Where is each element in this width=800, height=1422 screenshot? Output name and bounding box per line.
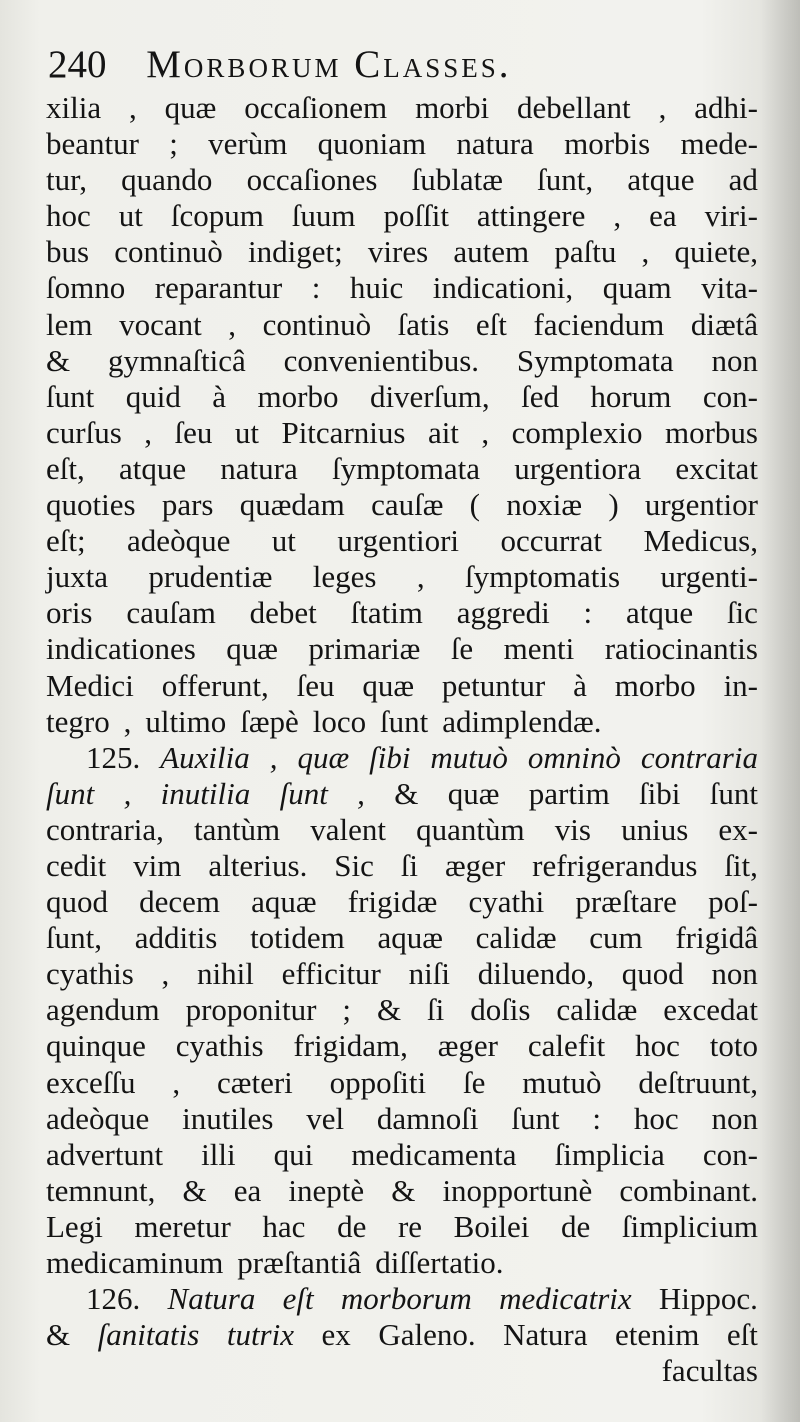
word: Boilei	[453, 1208, 530, 1244]
word: ,	[161, 956, 170, 992]
word: indiget;	[247, 234, 343, 270]
word: alterius.	[208, 847, 308, 883]
word: advertunt	[46, 1136, 164, 1172]
word: morbi	[415, 90, 490, 125]
word: morborum	[340, 1281, 472, 1317]
word: in-	[723, 667, 758, 703]
text-line	[46, 90, 758, 126]
word: loco	[312, 703, 367, 739]
word: quædam	[239, 487, 345, 523]
word: qui	[273, 1136, 314, 1172]
word: ſunt	[380, 703, 429, 739]
word: huic	[349, 270, 404, 306]
text-line	[46, 1173, 758, 1209]
word: urgenti-	[660, 559, 758, 595]
word: re	[397, 1208, 423, 1244]
word: natura	[456, 126, 534, 162]
word: aggredi	[456, 595, 550, 631]
word: vires	[367, 234, 429, 270]
word: urgentior	[644, 487, 758, 523]
word: ,	[123, 703, 132, 739]
word: ſic	[726, 595, 758, 631]
word: excedat	[663, 992, 758, 1028]
word: eſt	[282, 1281, 314, 1317]
word: paſtu	[554, 234, 617, 270]
word: præſtare	[575, 884, 677, 920]
word: Natura	[503, 1317, 588, 1353]
word: unius	[621, 811, 689, 847]
word: ,	[129, 90, 137, 125]
word: ſimplicium	[621, 1208, 758, 1244]
word: adimplendæ.	[442, 703, 602, 739]
word: quoniam	[317, 126, 427, 162]
word: additis	[134, 920, 218, 956]
word: inopportunè	[442, 1172, 593, 1208]
word: de	[561, 1208, 591, 1244]
word: ex	[321, 1317, 351, 1353]
word: ſunt,	[537, 162, 594, 198]
word: excitat	[675, 450, 758, 486]
word: noxiæ	[506, 487, 583, 523]
word: ſcopum	[170, 198, 264, 234]
word: &	[376, 992, 402, 1028]
word: offerunt,	[161, 667, 269, 703]
word: ,	[172, 1064, 181, 1100]
word: leges	[312, 559, 377, 595]
word: totidem	[250, 920, 345, 956]
word: Pitcarnius	[281, 414, 406, 450]
word: con-	[702, 1136, 758, 1172]
word: Natura	[167, 1281, 256, 1317]
word: vim	[133, 847, 182, 883]
text-line	[46, 487, 758, 523]
text-line	[46, 956, 758, 992]
word: quantùm	[416, 811, 525, 847]
text-line	[46, 270, 758, 306]
word: tur,	[46, 162, 87, 198]
word: reparantur	[154, 270, 283, 306]
word: partim	[528, 775, 610, 811]
text-line	[46, 559, 758, 595]
text-line	[46, 776, 758, 812]
word: gymnaſticâ	[107, 342, 246, 378]
word: ſe	[450, 631, 474, 667]
word: à	[212, 378, 227, 414]
word: Galeno.	[378, 1317, 476, 1353]
word: adeòque	[46, 1100, 150, 1136]
word: atque	[625, 595, 694, 631]
word: diſſertatio.	[375, 1245, 504, 1280]
text-line	[46, 307, 758, 343]
text-line	[46, 812, 758, 848]
word: frigidam,	[293, 1028, 408, 1064]
word: occurrat	[500, 523, 602, 559]
word: natura	[220, 450, 298, 486]
word: ,	[123, 775, 132, 811]
word: deſtruunt,	[638, 1064, 758, 1100]
word: ,	[613, 198, 622, 234]
text-line	[46, 1281, 758, 1317]
word: ,	[144, 414, 152, 450]
word: hoc	[46, 198, 91, 234]
word: contraria,	[46, 811, 164, 847]
word: diverſum,	[369, 378, 490, 414]
word: refrigerandus	[532, 847, 698, 883]
word: aquæ	[377, 920, 443, 956]
word: illi	[201, 1136, 236, 1172]
word: curſus	[46, 414, 122, 450]
word: ſublatæ	[411, 162, 503, 198]
word: poſ-	[708, 884, 758, 920]
word: ſit,	[724, 847, 758, 883]
word: cedit	[46, 847, 107, 883]
word: morbus	[665, 414, 758, 450]
word: aquæ	[251, 884, 317, 920]
word: ſibi	[369, 739, 411, 775]
word: ſatis	[397, 306, 450, 342]
text-line	[46, 668, 758, 704]
word: debet	[249, 595, 317, 631]
word: ſunt	[279, 775, 328, 811]
word: ea	[233, 1172, 262, 1208]
text-line	[46, 1065, 758, 1101]
word: lem	[46, 306, 93, 342]
text-line	[46, 234, 758, 270]
word: oppoſiti	[329, 1064, 427, 1100]
word: vel	[306, 1100, 345, 1136]
word: morbo	[257, 378, 339, 414]
running-header	[48, 40, 748, 90]
word: combinant.	[619, 1172, 758, 1208]
word: (	[469, 487, 480, 523]
text-line	[46, 1317, 758, 1353]
word: atque	[118, 450, 187, 486]
word: cyathis	[175, 1028, 264, 1064]
word: calidæ	[475, 920, 557, 956]
word: calefit	[527, 1028, 606, 1064]
word: proponitur	[185, 992, 317, 1028]
word: vocant	[119, 306, 202, 342]
word: doſis	[470, 992, 531, 1028]
word: ſed	[521, 378, 559, 414]
word: &	[182, 1172, 207, 1208]
word: vis	[554, 811, 591, 847]
word: ineptè	[288, 1172, 365, 1208]
word: ratiocinantis	[604, 631, 758, 667]
word: exceſſu	[46, 1064, 136, 1100]
word: quinque	[46, 1028, 146, 1064]
word: ,	[658, 90, 667, 125]
word: :	[583, 595, 593, 631]
word: hoc	[635, 1028, 680, 1064]
word: Medici	[46, 667, 134, 703]
word: urgentiora	[514, 450, 642, 486]
word: 126.	[86, 1281, 141, 1317]
text-line	[46, 992, 758, 1028]
word: quam	[602, 270, 672, 306]
word: æger	[437, 1028, 498, 1064]
word: viri-	[704, 198, 758, 234]
word: continuò	[114, 234, 223, 270]
text-line	[46, 740, 758, 776]
word: &	[394, 775, 419, 811]
word: :	[592, 1100, 602, 1136]
word: ſunt	[511, 1100, 560, 1136]
text-line	[46, 1245, 758, 1281]
word: niſi	[408, 956, 450, 992]
word: cauſam	[126, 595, 216, 631]
word: :	[311, 270, 321, 306]
word: ad	[728, 162, 758, 198]
word: quando	[121, 162, 213, 198]
word: eſt	[475, 306, 507, 342]
word: ut	[271, 523, 296, 559]
word: ſymptomata	[331, 450, 481, 486]
word: ſi	[427, 992, 445, 1028]
word: omninò	[527, 739, 621, 775]
word: quæ	[447, 775, 500, 811]
word: ,	[228, 306, 237, 342]
word: ,	[357, 775, 365, 811]
word: quoties	[46, 487, 136, 523]
word: frigidæ	[347, 884, 438, 920]
word: non	[711, 956, 758, 992]
text-line	[46, 162, 758, 198]
word: tantùm	[194, 811, 281, 847]
word: quod	[621, 956, 684, 992]
word: decem	[139, 884, 221, 920]
word: vita-	[701, 270, 758, 306]
page-gutter-shadow	[760, 0, 800, 1422]
word: cum	[589, 920, 643, 956]
word: meretur	[134, 1208, 231, 1244]
word: tutrix	[226, 1317, 294, 1353]
word: juxta	[46, 559, 108, 595]
text-line	[46, 595, 758, 631]
word: convenientibus.	[283, 342, 480, 378]
word: cauſæ	[371, 487, 444, 523]
word: beantur	[46, 126, 139, 162]
word: temnunt,	[46, 1172, 156, 1208]
word: ;	[169, 126, 178, 162]
word: cyathis	[46, 956, 134, 992]
word: ſuum	[291, 198, 356, 234]
word: ſeu	[296, 667, 335, 703]
word: xilia	[46, 90, 102, 125]
text-line	[46, 126, 758, 162]
word: pars	[161, 487, 214, 523]
word: ſæpè	[240, 703, 299, 739]
word: tegro	[46, 703, 110, 739]
word: menti	[503, 631, 575, 667]
word: medicaminum	[46, 1245, 224, 1280]
word: ſi	[400, 847, 419, 883]
word: occaſiones	[246, 162, 378, 198]
word: Medicus,	[643, 523, 758, 559]
word: morbo	[614, 667, 696, 703]
word: ſeu	[174, 414, 213, 450]
word: ſibi	[639, 775, 681, 811]
word: medicamenta	[351, 1136, 517, 1172]
word: ſanitatis	[97, 1317, 200, 1353]
word: &	[391, 1172, 416, 1208]
text-line	[46, 415, 758, 451]
word: Sic	[334, 847, 374, 883]
word: mede-	[680, 126, 758, 162]
word: æger	[444, 847, 506, 883]
word: mutuò	[430, 739, 508, 775]
word: prudentiæ	[148, 559, 273, 595]
word: debellant	[517, 90, 631, 125]
word: ſomno	[46, 270, 126, 306]
word: diluendo,	[477, 956, 594, 992]
word: Hippoc.	[658, 1281, 758, 1317]
word: adeòque	[127, 523, 231, 559]
word: hoc	[633, 1100, 679, 1136]
word: continuò	[262, 306, 372, 342]
word: occaſionem	[244, 90, 388, 125]
word: non	[711, 342, 758, 378]
word: )	[608, 487, 619, 523]
word: ſimplicia	[554, 1136, 665, 1172]
word: cyathi	[468, 884, 545, 920]
word: indicationes	[46, 631, 196, 667]
word: ea	[649, 198, 677, 234]
word: attingere	[476, 198, 586, 234]
word: ex-	[718, 811, 758, 847]
word: &	[46, 1317, 71, 1353]
word: valent	[310, 811, 387, 847]
text-line	[46, 1209, 758, 1245]
word: ſunt	[46, 775, 95, 811]
word: damnoſi	[376, 1100, 479, 1136]
text-line	[46, 884, 758, 920]
word: petuntur	[441, 667, 546, 703]
word: ut	[118, 198, 143, 234]
word: horum	[590, 378, 672, 414]
word: ait	[427, 414, 459, 450]
word: ſtatim	[350, 595, 423, 631]
word: eſt;	[46, 523, 86, 559]
text-line	[46, 1137, 758, 1173]
catchword: facultas	[661, 1353, 758, 1389]
word: ;	[342, 992, 352, 1028]
word: ,	[481, 414, 490, 450]
word: oris	[46, 595, 93, 631]
text-line	[46, 379, 758, 415]
word: ſunt	[46, 378, 95, 414]
word: morbis	[564, 126, 651, 162]
word: bus	[46, 234, 90, 270]
text-line	[46, 523, 758, 559]
word: etenim	[615, 1317, 700, 1353]
word: cæteri	[217, 1064, 293, 1100]
word: poſſit	[383, 198, 449, 234]
catchword-line	[46, 1353, 758, 1389]
word: ultimo	[145, 703, 227, 739]
word: medicatrix	[499, 1281, 632, 1317]
word: verùm	[208, 126, 288, 162]
text-line	[46, 198, 758, 234]
word: hac	[262, 1208, 306, 1244]
text-line	[46, 1028, 758, 1064]
word: præſtantiâ	[237, 1245, 362, 1280]
word: faciendum	[533, 306, 665, 342]
word: frigidâ	[675, 920, 758, 956]
word: ſunt	[709, 775, 758, 811]
word: quod	[46, 884, 108, 920]
word: quæ	[226, 631, 278, 667]
word: ut	[234, 414, 259, 450]
word: con-	[702, 378, 758, 414]
word: eſt	[726, 1317, 758, 1353]
word: ſunt,	[46, 920, 102, 956]
word: eſt,	[46, 450, 85, 486]
text-line	[46, 343, 758, 379]
word: Legi	[46, 1208, 103, 1244]
word: quiete,	[674, 234, 758, 270]
word: atque	[627, 162, 695, 198]
word: efficitur	[281, 956, 381, 992]
word: de	[337, 1208, 367, 1244]
word: contraria	[640, 739, 758, 775]
word: indicationi,	[432, 270, 574, 306]
word: inutilia	[160, 775, 251, 811]
word: mutuò	[522, 1064, 602, 1100]
word: 125.	[86, 739, 141, 775]
word: quæ	[297, 739, 350, 775]
running-title: Morborum Classes.	[146, 43, 512, 86]
word: toto	[709, 1028, 758, 1064]
word: ,	[269, 739, 278, 775]
word: ſymptomatis	[465, 559, 621, 595]
word: ſe	[462, 1064, 486, 1100]
text-line	[46, 631, 758, 667]
word: autem	[453, 234, 530, 270]
word: inutiles	[182, 1100, 274, 1136]
text-line	[46, 920, 758, 956]
word: quæ	[362, 667, 415, 703]
word: complexio	[511, 414, 643, 450]
word: &	[46, 342, 71, 378]
page-number: 240	[48, 43, 107, 86]
word: urgentiori	[337, 523, 460, 559]
text-line	[46, 451, 758, 487]
body-text	[46, 90, 758, 1389]
word: ,	[641, 234, 650, 270]
word: adhi-	[694, 90, 758, 125]
text-line	[46, 1101, 758, 1137]
word: quid	[125, 378, 181, 414]
word: primariæ	[308, 631, 421, 667]
word: non	[711, 1100, 758, 1136]
word: calidæ	[556, 992, 638, 1028]
word: diætâ	[690, 306, 758, 342]
word: agendum	[46, 992, 160, 1028]
text-line	[46, 848, 758, 884]
word: Symptomata	[516, 342, 674, 378]
word: ,	[416, 559, 425, 595]
word: quæ	[164, 90, 217, 125]
word: nihil	[197, 956, 254, 992]
text-line	[46, 704, 758, 740]
word: à	[573, 667, 587, 703]
word: Auxilia	[160, 739, 250, 775]
